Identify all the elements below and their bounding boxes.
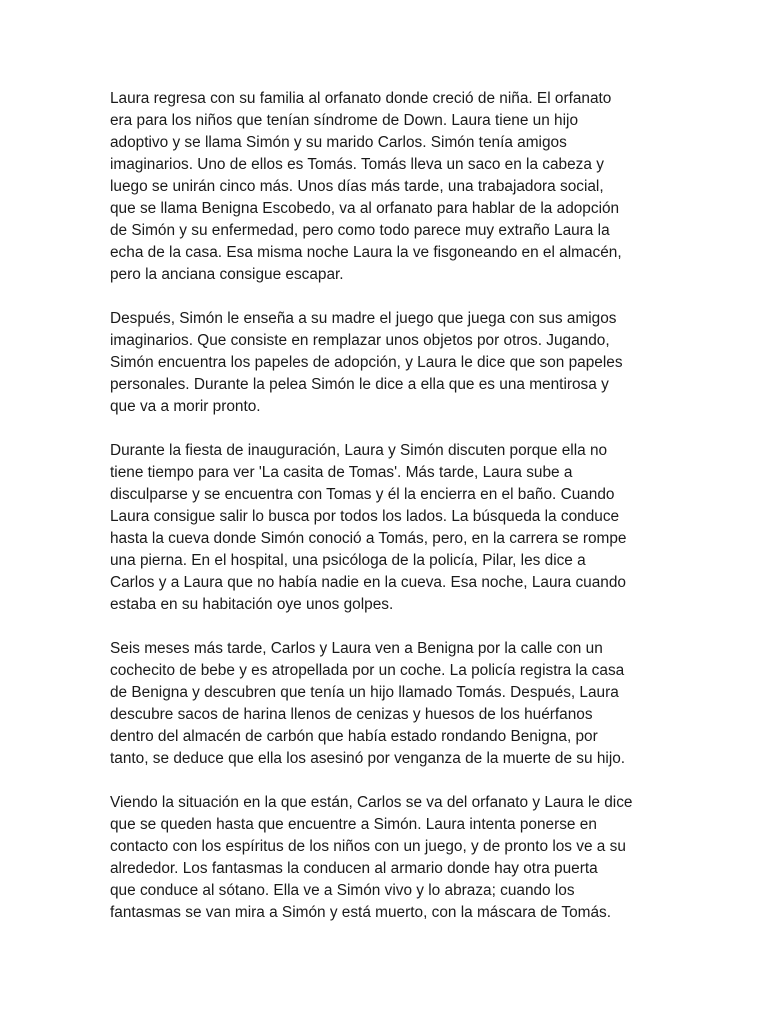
paragraph-1: Laura regresa con su familia al orfanato donde creció de niña. El orfanato era para los niños que tenían síndrome de Down. Laura tiene un hijo adoptivo y se llama Simón y su marido Carlos. Simón tenía amigos imaginarios. Uno de ellos es Tomás. Tomás lleva un saco en la cabeza y luego se unirán cinco más. Unos días más tarde, una trabajadora social, que se llama Benigna Escobedo, va al orfanato para hablar de la adopción de Simón y su enfermedad, pero como todo parece muy extraño Laura la echa de la casa. Esa misma noche Laura la ve fisgoneando en el almacén, pero la anciana consigue escapar. [110, 90, 622, 283]
document-body [110, 88, 655, 946]
paragraph-2: Después, Simón le enseña a su madre el juego que juega con sus amigos imaginarios. Que consiste en remplazar unos objetos por otros. Jugando, Simón encuentra los papeles de adopción, y Laura le dice que son papeles personales. Durante la pelea Simón le dice a ella que es una mentirosa y que va a morir pronto. [110, 310, 623, 415]
paragraph-5: Viendo la situación en la que están, Carlos se va del orfanato y Laura le dice que se queden hasta que encuentre a Simón. Laura intenta ponerse en contacto con los espíritus de los niños con un juego, y de pronto los ve a su alrededor. Los fantasmas la conducen al armario donde hay otra puerta que conduce al sótano. Ella ve a Simón vivo y lo abraza; cuando los fantasmas se van mira a Simón y está muerto, con la máscara de Tomás. [110, 794, 633, 921]
paragraph-4: Seis meses más tarde, Carlos y Laura ven a Benigna por la calle con un cochecito de bebe y es atropellada por un coche. La policía registra la casa de Benigna y descubren que tenía un hijo llamado Tomás. Después, Laura descubre sacos de harina llenos de cenizas y huesos de los huérfanos dentro del almacén de carbón que había estado rondando Benigna, por tanto, se deduce que ella los asesinó por venganza de la muerte de su hijo. [110, 640, 626, 767]
paragraph-3: Durante la fiesta de inauguración, Laura y Simón discuten porque ella no tiene tiempo para ver 'La casita de Tomas'. Más tarde, Laura sube a disculparse y se encuentra con Tomas y él la encierra en el baño. Cuando Laura consigue salir lo busca por todos los lados. La búsqueda la conduce hasta la cueva donde Simón conoció a Tomás, pero, en la carrera se rompe una pierna. En el hospital, una psicóloga de la policía, Pilar, les dice a Carlos y a Laura que no había nadie en la cueva. Esa noche, Laura cuando estaba en su habitación oye unos golpes. [110, 442, 627, 613]
